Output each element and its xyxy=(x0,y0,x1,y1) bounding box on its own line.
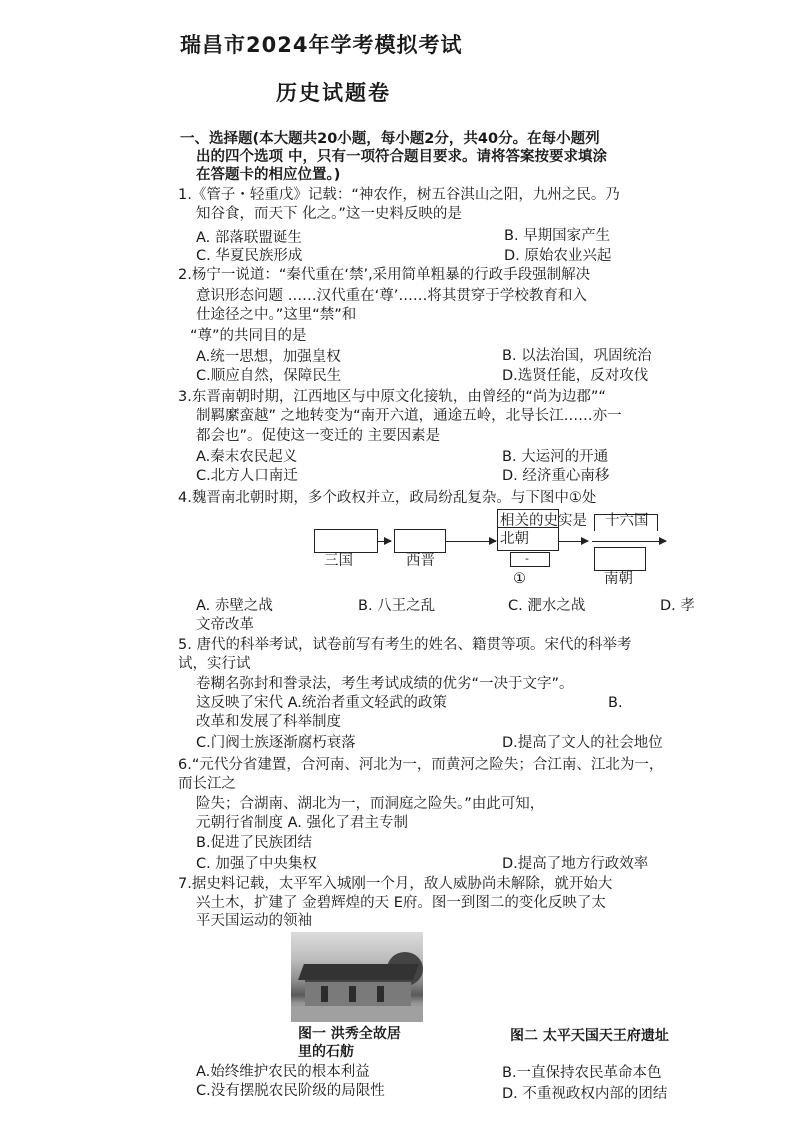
option-a: A.统一思想，加强皇权 xyxy=(196,349,341,365)
question-stem: 而长江之 xyxy=(178,776,236,792)
section-instruction-line: 在答题卡的相应位置。) xyxy=(196,167,341,183)
option-b: B.促进了民族团结 xyxy=(196,835,313,851)
question-stem: 卷糊名弥封和誊录法，考生考试成绩的优劣“一决于文字”。 xyxy=(196,676,574,692)
question-stem: 6.“元代分省建置，合河南、河北为一，而黄河之险失；合江南、江北为一， xyxy=(178,757,664,773)
question-stem: 仕途径之中。”这里“禁”和 xyxy=(196,307,357,323)
section-instruction-line: 出的四个选项 中，只有一项符合题目要求。请将答案按要求填涂 xyxy=(196,149,608,165)
question-stem: 制羁縻蛮越” 之地转变为“南开六道，通途五岭，北导长江……亦一 xyxy=(196,408,622,424)
diagram-arrow xyxy=(446,541,496,542)
diagram-arrow xyxy=(592,541,666,542)
question-stem: 险失；合湖南、湖北为一，而洞庭之险失。”由此可知， xyxy=(196,796,545,812)
option-b: B.一直保持农民革命本色 xyxy=(502,1065,662,1081)
option-d: D.选贤任能，反对攻伐 xyxy=(502,368,649,384)
option-a: A. 部落联盟诞生 xyxy=(196,230,302,246)
question-stem: 2.杨宁一说道：“秦代重在‘禁’,采用简单粗暴的行政手段强制解决 xyxy=(178,267,591,283)
figure-1-photo xyxy=(291,932,423,1022)
diagram-label: 十六国 xyxy=(605,513,649,529)
section-instruction-line: 一、选择题(本大题共20小题，每小题2分，共40分。在每小题列 xyxy=(180,131,600,147)
question-stem: 意识形态问题 ……汉代重在‘尊’……将其贯穿于学校教育和入 xyxy=(196,288,587,304)
option-a: A. 赤壁之战 xyxy=(196,598,273,614)
question-stem: 都会也”。促使这一变迁的 主要因素是 xyxy=(196,428,441,444)
figure-2-caption: 图二 太平天国天王府遗址 xyxy=(510,1028,669,1044)
option-d: D. 孝 xyxy=(660,598,695,614)
option-a: A.秦末农民起义 xyxy=(196,449,298,465)
question-stem: 3.东晋南朝时期，江西地区与中原文化接轨，由曾经的“尚为边郡”“ xyxy=(178,389,606,405)
diagram-label: 南朝 xyxy=(604,571,633,587)
question-stem: “尊”的共同目的是 xyxy=(190,328,307,344)
option-b-continued: 改革和发展了科举制度 xyxy=(196,714,341,730)
option-b: B. xyxy=(608,695,623,711)
option-c: C.顺应自然，保障民生 xyxy=(196,368,342,384)
option-d: D.提高了地方行政效率 xyxy=(502,856,649,872)
question-stem-option-a: 这反映了宋代 A.统治者重文轻武的政策 xyxy=(196,695,447,711)
question-stem: 知谷食，而天下 化之。”这一史料反映的是 xyxy=(196,206,462,222)
question-stem: 试，实行试 xyxy=(178,656,251,672)
diagram-label: 西晋 xyxy=(406,553,435,569)
option-c: C. 淝水之战 xyxy=(508,598,586,614)
question-stem-option-a: 元朝行省制度 A. 强化了君主专制 xyxy=(196,815,408,831)
option-d: D. 原始农业兴起 xyxy=(504,248,612,264)
option-b: B. 大运河的开通 xyxy=(502,449,609,465)
option-b: B. 以法治国，巩固统治 xyxy=(502,348,652,364)
option-d-continued: 文帝改革 xyxy=(196,617,254,633)
question-stem: 1.《管子・轻重戊》记载：“神农作，树五谷淇山之阳，九州之民。乃 xyxy=(178,187,620,203)
diagram-arrow xyxy=(377,541,391,542)
question-stem: 相关的史实是 xyxy=(500,513,587,529)
diagram-label: - xyxy=(525,552,529,565)
figure-1-caption: 里的石舫 xyxy=(298,1044,354,1060)
diagram-box-three-kingdoms xyxy=(314,529,378,553)
question-stem: 平天国运动的领袖 xyxy=(196,913,312,929)
diagram-box-southern-dynasties xyxy=(594,547,646,571)
diagram-label: 北朝 xyxy=(500,531,529,547)
question-stem: 7.据史料记载，太平军入城刚一个月，敌人威胁尚未解除，就开始大 xyxy=(178,876,613,892)
diagram-label: 三国 xyxy=(324,553,353,569)
paper-title: 历史试题卷 xyxy=(276,81,391,105)
option-b: B. 八王之乱 xyxy=(358,598,436,614)
option-b: B. 早期国家产生 xyxy=(504,228,611,244)
diagram-box-western-jin xyxy=(394,529,446,553)
exam-title: 瑞昌市2024年学考模拟考试 xyxy=(180,33,463,57)
option-c: C.北方人口南迁 xyxy=(196,468,298,484)
option-c: C.门阀士族逐渐腐朽衰落 xyxy=(196,735,356,751)
option-d: D.提高了文人的社会地位 xyxy=(502,735,663,751)
diagram-marker: ① xyxy=(513,571,526,587)
option-d: D. 经济重心南移 xyxy=(502,468,610,484)
option-c: C. 华夏民族形成 xyxy=(196,248,303,264)
diagram-box-blank xyxy=(510,552,550,567)
option-a: A.始终维护农民的根本利益 xyxy=(196,1064,370,1080)
option-c: C. 加强了中央集权 xyxy=(196,856,317,872)
question-stem: 兴土木，扩建了 金碧辉煌的天 E府。图一到图二的变化反映了太 xyxy=(196,895,606,911)
figure-1-caption: 图一 洪秀全故居 xyxy=(298,1026,401,1042)
option-d: D. 不重视政权内部的团结 xyxy=(502,1086,668,1102)
question-stem: 4.魏晋南北朝时期，多个政权并立，政局纷乱复杂。与下图中①处 xyxy=(178,490,597,506)
question-stem: 5. 唐代的科举考试，试卷前写有考生的姓名、籍贯等项。宋代的科举考 xyxy=(178,637,632,653)
option-c: C.没有摆脱农民阶级的局限性 xyxy=(196,1083,385,1099)
diagram-arrow xyxy=(558,541,588,542)
